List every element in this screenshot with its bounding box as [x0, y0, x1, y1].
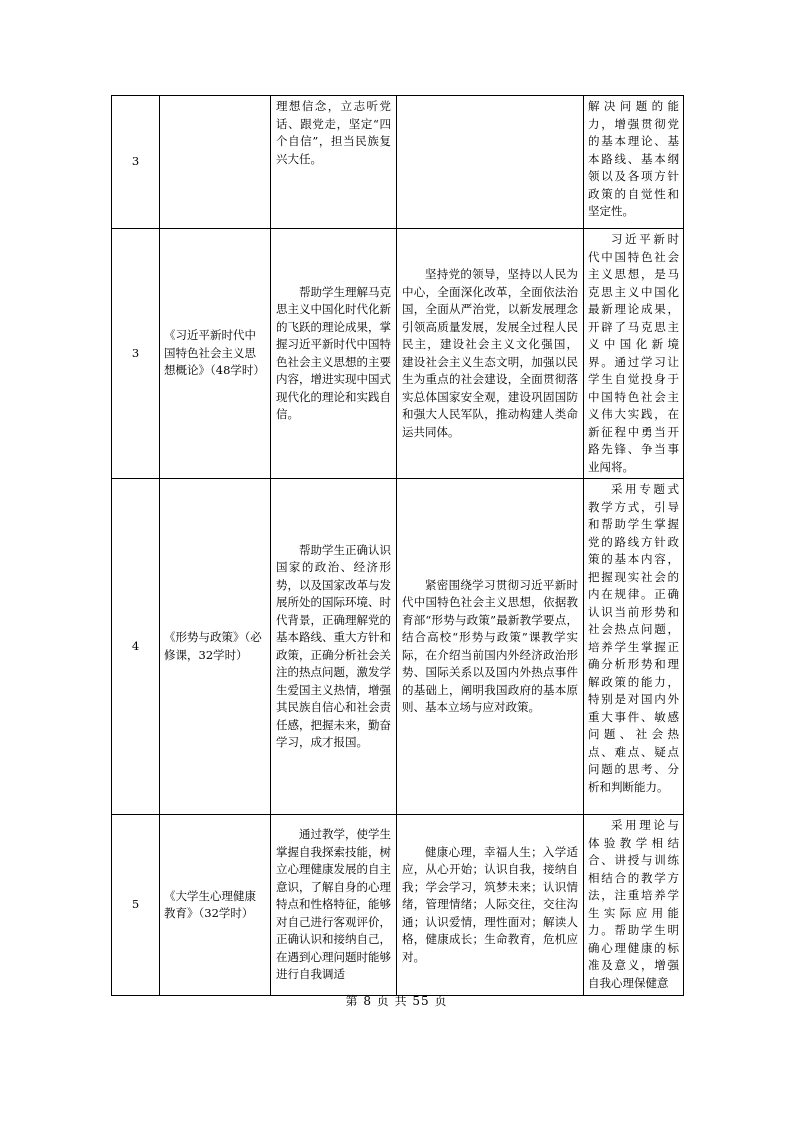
page-number: 第 8 页 共 55 页 — [345, 994, 448, 1008]
course-name: 《大学生心理健康教育》（32学时） — [160, 815, 271, 996]
course-content: 紧密围绕学习贯彻习近平新时代中国特色社会主义思想，依据教育部“形势与政策”最新教学要点，结合高校“形势与政策”课教学实际，在介绍当前国内外经济政治形势、国际关系以及国内外热点事件的基础上，阐明我国政府的基本原则、基本立场与应对政策。 — [397, 479, 584, 815]
teaching-method: 解决问题的能力，增强贯彻党的基本理论、基本路线、基本纲领以及各项方针政策的自觉性和坚定性。 — [584, 96, 684, 229]
course-name: 《形势与政策》（必修课，32学时） — [160, 479, 271, 815]
row-number: 4 — [112, 479, 160, 815]
row-number: 5 — [112, 815, 160, 996]
row-number: 3 — [112, 229, 160, 479]
teaching-method: 习近平新时代中国特色社会主义思想，是马克思主义中国化最新理论成果，开辟了马克思主义中国化新境界。通过学习让学生自觉投身于中国特色社会主义伟大实践，在新征程中勇当开路先锋、争当事业闯将。 — [584, 229, 684, 479]
course-content — [397, 96, 584, 229]
table-row — [112, 96, 684, 229]
course-content: 坚持党的领导，坚持以人民为中心，全面深化改革，全面依法治国，全面从严治党，以新发展理念引领高质量发展，发展全过程人民民主，建设社会主义文化强国， 建设社会主义生态文明，加强以民生为重点的社会建设，全面贯彻落实总体国家安全观，建设巩固国防和强大人民军队，推动构建人类命运共同体。 — [397, 229, 584, 479]
course-objective: 帮助学生理解马克思主义中国化时代化新的飞跃的理论成果，掌握习近平新时代中国特色社会主义思想的主要内容，增进实现中国式现代化的理论和实践自信。 — [271, 229, 397, 479]
course-objective: 理想信念，立志听党话、跟党走，坚定“四个自信”，担当民族复兴大任。 — [271, 96, 397, 229]
course-table — [111, 95, 684, 996]
row-number: 3 — [112, 96, 160, 229]
teaching-method: 采用专题式教学方式，引导和帮助学生掌握党的路线方针政策的基本内容，把握现实社会的内在规律。正确认识当前形势和社会热点问题，培养学生掌握正确分析形势和理解政策的能力，特别是对国内外重大事件、敏感问题、社会热点、难点、疑点问题的思考、分析和判断能力。 — [584, 479, 684, 815]
course-content: 健康心理，幸福人生；入学适应，从心开始；认识自我，接纳自我；学会学习，筑梦未来；认识情绪，管理情绪；人际交往，交往沟通；认识爱情，理性面对；解读人格，健康成长；生命教育，危机应对。 — [397, 815, 584, 996]
course-name — [160, 96, 271, 229]
table-row — [112, 479, 684, 815]
course-objective: 通过教学，使学生掌握自我探索技能，树立心理健康发展的自主意识，了解自身的心理特点和性格特征，能够对自己进行客观评价，正确认识和接纳自己，在遇到心理问题时能够进行自我调适 — [271, 815, 397, 996]
course-name: 《习近平新时代中国特色社会主义思想概论》（48学时） — [160, 229, 271, 479]
course-objective: 帮助学生正确认识国家的政治、经济形势，以及国家改革与发展所处的国际环境、时代背景，正确理解党的基本路线、重大方针和政策，正确分析社会关注的热点问题，激发学生爱国主义热情，增强其民族自信心和社会责任感，把握未来，勤奋学习，成才报国。 — [271, 479, 397, 815]
teaching-method: 采用理论与体验教学相结合、讲授与训练相结合的教学方法，注重培养学生实际应用能力。帮助学生明确心理健康的标准及意义，增强自我心理保健意 — [584, 815, 684, 996]
table-row — [112, 229, 684, 479]
table-row — [112, 815, 684, 996]
